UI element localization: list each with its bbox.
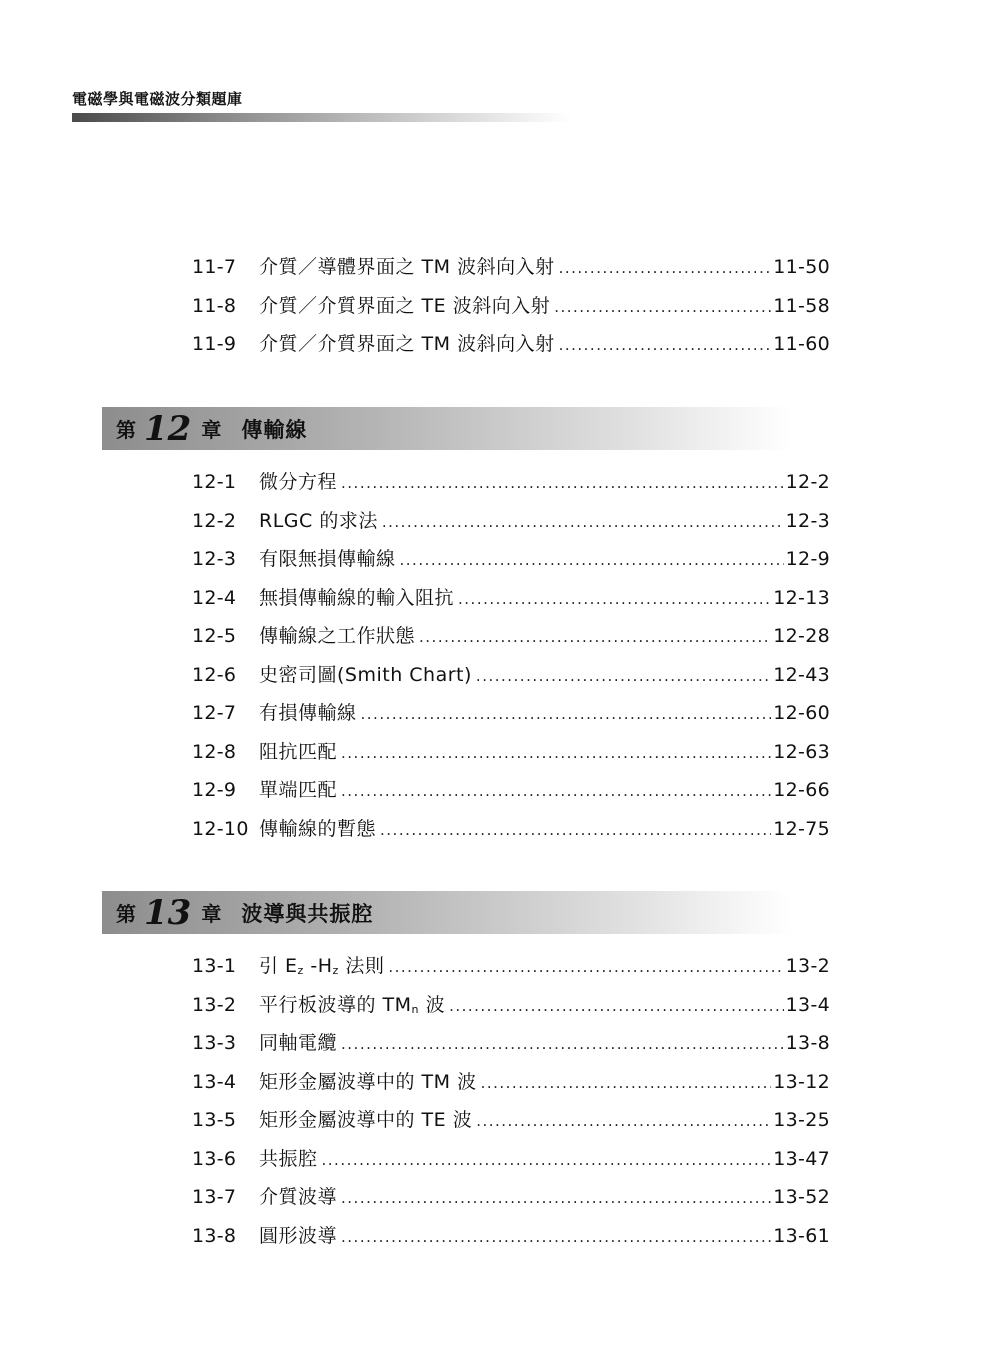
running-header-title: 電磁學與電磁波分類題庫 [72,90,243,108]
section-page: 12-3 [785,509,830,532]
toc-row[interactable] [192,694,830,733]
toc-row[interactable] [192,579,830,618]
section-title: 有損傳輸線 [259,702,357,724]
section-title: 單端匹配 [259,779,338,801]
section-title: 矩形金屬波導中的 TE 波 [259,1109,473,1131]
toc-row[interactable] [192,1178,830,1217]
toc-row[interactable] [192,1217,830,1256]
dot-leader [419,618,771,657]
dot-leader [559,249,772,288]
section-title: 介質／介質界面之 TE 波斜向入射 [259,294,551,317]
dot-leader [341,772,771,811]
section-title: 史密司圖(Smith Chart) [259,663,472,686]
section-number: 13-8 [192,1224,237,1247]
toc-row[interactable] [192,810,830,849]
section-number: 12-7 [192,702,237,724]
section-page: 13-52 [773,1186,830,1208]
section-title: 介質／介質界面之 TM 波斜向入射 [259,333,555,355]
dot-leader [400,541,784,580]
subscript: z [332,964,339,977]
dot-leader [388,948,783,987]
toc-row[interactable] [192,617,830,656]
chapter13-heading[interactable] [102,891,792,934]
title-part: 法則 [338,955,385,977]
section-title: 微分方程 [259,471,338,493]
section-title [259,986,445,1030]
toc-row[interactable] [192,1063,830,1102]
chapter-title: 波導與共振腔 [241,901,374,926]
section-number: 12-3 [192,548,237,570]
section-title: 同軸電纜 [259,1032,338,1054]
toc-row[interactable] [192,325,830,364]
section-page: 11-50 [773,256,830,278]
section-number: 12-5 [192,625,237,647]
section-title [259,947,384,991]
dot-leader [341,1179,771,1218]
section-page: 12-28 [773,625,830,647]
chapter-prefix: 第 [116,418,136,442]
subscript: z [297,964,304,977]
dot-leader [458,580,771,619]
section-number: 12-10 [192,817,249,840]
toc-row[interactable] [192,1101,830,1140]
section-page: 12-43 [773,663,830,686]
section-page: 13-12 [773,1070,830,1093]
toc-row[interactable] [192,1140,830,1179]
section-number: 11-8 [192,294,237,317]
section-number: 11-7 [192,256,237,278]
toc-row[interactable] [192,248,830,287]
section-page: 13-25 [773,1109,830,1131]
toc-row[interactable] [192,463,830,502]
section-number: 13-1 [192,955,237,977]
section-number: 12-8 [192,740,237,763]
dot-leader [476,657,771,696]
chapter-number: 13 [144,892,192,933]
section-title: RLGC 的求法 [259,509,378,532]
section-number: 12-4 [192,586,237,609]
header-rule [72,113,572,122]
dot-leader [382,503,784,542]
dot-leader [559,326,772,365]
dot-leader [322,1141,772,1180]
dot-leader [341,1218,771,1257]
toc-row[interactable] [192,771,830,810]
section-number: 13-2 [192,993,237,1016]
section-number: 13-7 [192,1186,237,1208]
section-number: 13-6 [192,1147,237,1170]
section-number: 12-2 [192,509,237,532]
dot-leader [449,987,784,1026]
section-page: 12-9 [785,548,830,570]
dot-leader [341,464,784,503]
section-page: 12-60 [773,702,830,724]
section-title: 共振腔 [259,1147,318,1170]
section-page: 13-4 [785,993,830,1016]
toc-row[interactable] [192,656,830,695]
dot-leader [361,695,772,734]
section-title: 介質／導體界面之 TM 波斜向入射 [259,256,555,278]
chapter-title: 傳輸線 [241,417,308,442]
toc-row[interactable] [192,287,830,326]
chapter13-toc [192,947,830,1255]
section-page: 13-2 [785,955,830,977]
title-part: 引 E [259,955,298,977]
title-part: -H [303,955,333,977]
dot-leader [476,1102,771,1141]
section-page: 12-13 [773,586,830,609]
dot-leader [341,1025,784,1064]
section-number: 12-6 [192,663,237,686]
section-title: 有限無損傳輸線 [259,548,396,570]
section-page: 13-47 [773,1147,830,1170]
dot-leader [554,288,771,327]
section-page: 11-58 [773,294,830,317]
dot-leader [481,1064,772,1103]
section-page: 12-66 [773,779,830,801]
toc-row[interactable] [192,947,830,986]
section-title: 傳輸線之工作狀態 [259,625,416,647]
section-number: 12-1 [192,471,237,493]
section-page: 12-75 [773,817,830,840]
chapter-number: 12 [144,408,192,449]
section-title: 無損傳輸線的輸入阻抗 [259,586,455,609]
section-title: 傳輸線的暫態 [259,817,377,840]
chapter12-heading[interactable] [102,407,792,450]
chapter12-toc [192,463,830,848]
chapter-suffix: 章 [201,418,222,442]
chapter11-toc [192,248,830,364]
section-page: 11-60 [773,333,830,355]
section-page: 13-61 [773,1224,830,1247]
toc-row[interactable] [192,986,830,1025]
title-part: 波 [419,993,446,1016]
section-number: 13-4 [192,1070,237,1093]
section-title: 圓形波導 [259,1224,338,1247]
toc-row[interactable] [192,540,830,579]
toc-row[interactable] [192,733,830,772]
section-title: 矩形金屬波導中的 TM 波 [259,1070,477,1093]
section-number: 12-9 [192,779,237,801]
section-number: 13-5 [192,1109,237,1131]
dot-leader [341,734,771,773]
section-page: 13-8 [785,1032,830,1054]
toc-row[interactable] [192,502,830,541]
section-title: 介質波導 [259,1186,338,1208]
section-page: 12-63 [773,740,830,763]
section-number: 11-9 [192,333,237,355]
section-page: 12-2 [785,471,830,493]
section-title: 阻抗匹配 [259,740,338,763]
chapter-suffix: 章 [201,902,222,926]
section-number: 13-3 [192,1032,237,1054]
chapter-prefix: 第 [116,902,136,926]
toc-row[interactable] [192,1024,830,1063]
dot-leader [380,811,771,850]
subscript: n [411,1002,420,1016]
title-part: 平行板波導的 TM [259,993,412,1016]
